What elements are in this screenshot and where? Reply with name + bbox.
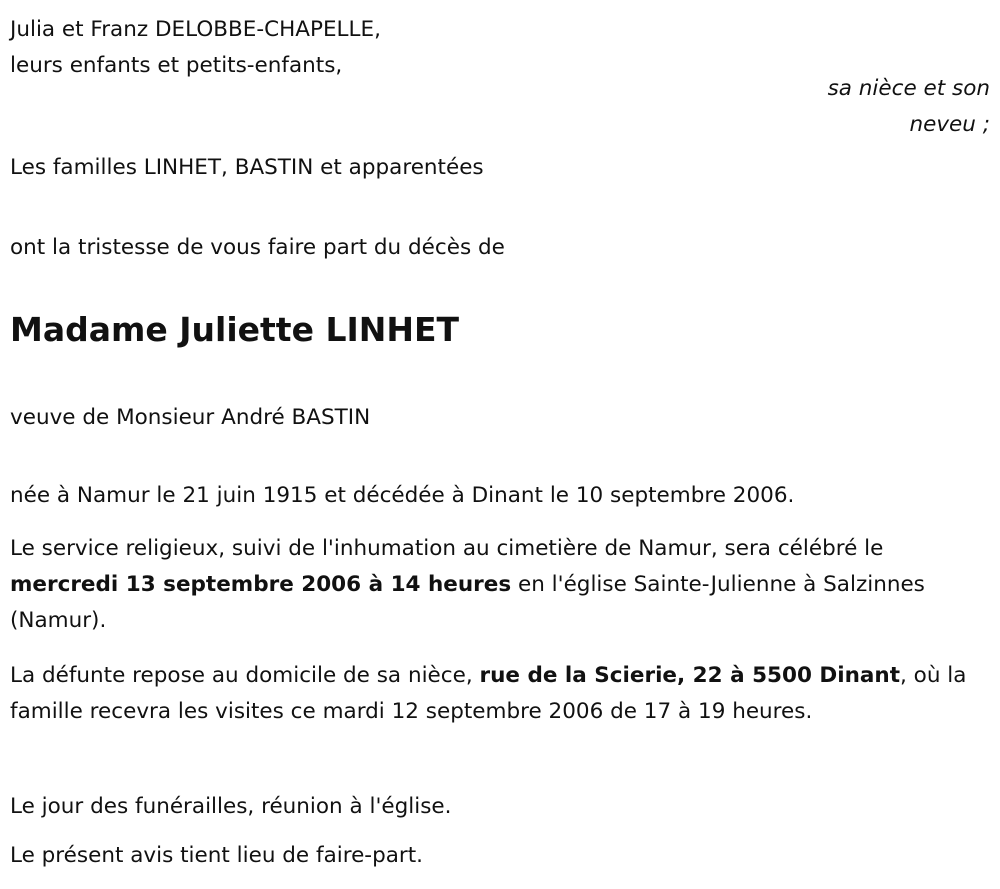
service-paragraph: [10, 531, 970, 639]
widow-line: veuve de Monsieur André BASTIN: [10, 405, 371, 430]
announce-line: ont la tristesse de vous faire part du décès de: [10, 235, 505, 260]
intro-family-lines: [10, 12, 381, 84]
families-line: Les familles LINHET, BASTIN et apparentées: [10, 155, 484, 180]
aside-line-2: neveu ;: [909, 112, 990, 137]
visit-address: rue de la Scierie, 22 à 5500 Dinant: [479, 663, 901, 688]
aside-line-1: sa nièce et son: [827, 76, 990, 101]
service-text-post: en l'église Sainte-Julienne à Salzinnes (Namur).: [10, 572, 925, 633]
visit-text-post: , où la famille recevra les visites ce mardi 12 septembre 2006 de 17 à 19 heures.: [10, 663, 967, 724]
intro-line-2: leurs enfants et petits-enfants,: [10, 53, 343, 78]
funeral-line: Le jour des funérailles, réunion à l'église.: [10, 794, 452, 819]
intro-line-1: Julia et Franz DELOBBE-CHAPELLE,: [10, 17, 381, 42]
service-text-pre: Le service religieux, suivi de l'inhumation au cimetière de Namur, sera célébré le: [10, 536, 884, 561]
visit-paragraph: [10, 658, 995, 730]
service-date: mercredi 13 septembre 2006 à 14 heures: [10, 572, 512, 597]
dates-line: née à Namur le 21 juin 1915 et décédée à Dinant le 10 septembre 2006.: [10, 483, 795, 508]
deceased-name: Madame Juliette LINHET: [10, 310, 460, 349]
notice-line: Le présent avis tient lieu de faire-part.: [10, 843, 423, 868]
intro-aside: [828, 71, 990, 143]
visit-text-pre: La défunte repose au domicile de sa nièce,: [10, 663, 480, 688]
